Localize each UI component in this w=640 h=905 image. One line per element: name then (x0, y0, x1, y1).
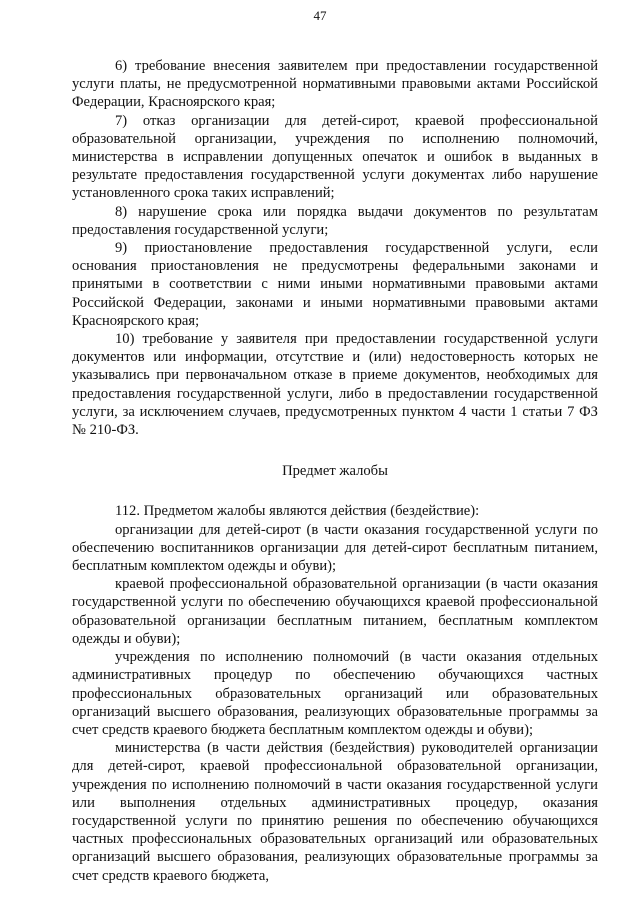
list-item-7: 7) отказ организации для детей-сирот, краевой профессиональной образовательной организации, учреждения по исполнению полномочий, министерства в исправлении допущенных опечаток и ошибок в выданных в результате предоставления государственной услуги документах либо нарушение установленного срока таких исправлений; (72, 112, 598, 202)
paragraph-authority-institution: учреждения по исполнению полномочий (в части оказания отдельных административных процедур по обеспечению обучающихся частных профессиональных образовательных организаций или образовательных организаций высшего образования, реализующих образовательные программы за счет средств краевого бюджета бесплатным комплектом одежды и обуви); (72, 649, 598, 738)
section-title: Предмет жалобы (282, 463, 388, 480)
list-item-10: 10) требование у заявителя при предоставлении государственной услуги документов или информации, отсутствие и (или) недостоверность которых не указывались при первоначальном отказе в приеме документов, необходимых для предоставления государственной услуги, либо в предоставлении государственной услуги, за исключением случаев, предусмотренных пунктом 4 части 1 статьи 7 ФЗ № 210-ФЗ. (72, 331, 598, 439)
list-item-6: 6) требование внесения заявителем при предоставлении государственной услуги платы, не предусмотренной нормативными правовыми актами Российской Федерации, Красноярского края; (72, 58, 598, 111)
clause-112: 112. Предметом жалобы являются действия (бездействие): (115, 503, 480, 520)
paragraph-ministry: министерства (в части действия (бездействия) руководителей организации для детей-сирот, краевой профессиональной образовательной организации, учреждения по исполнению полномочий в части оказания государственной услуги или выполнения отдельных административных процедур, оказания государственной услуги по принятию решения по обеспечению обучающихся частных профессиональных образовательных организаций или образовательных организаций высшего образования, реализующих образовательные программы за счет средств краевого бюджета, (72, 740, 598, 884)
paragraph-orphan-organization: организации для детей-сирот (в части оказания государственной услуги по обеспечению воспитанников организации для детей-сирот бесплатным питанием, бесплатным комплектом одежды и обуви); (72, 521, 598, 575)
paragraph-vocational-organization: краевой профессиональной образовательной организации (в части оказания государственной услуги по обеспечению обучающихся краевой профессиональной образовательной организации бесплатным питанием, бесплатным комплектом одежды и обуви); (72, 576, 598, 647)
document-body (72, 57, 598, 885)
list-item-8: 8) нарушение срока или порядка выдачи документов по результатам предоставления государственной услуги; (72, 203, 598, 238)
page-number: 47 (313, 8, 327, 23)
list-item-9: 9) приостановление предоставления государственной услуги, если основания приостановления не предусмотрены федеральными законами и принятыми в соответствии с ними иными нормативными правовыми актами Российской Федерации, законами и иными нормативными правовыми актами Красноярского края; (72, 240, 598, 329)
